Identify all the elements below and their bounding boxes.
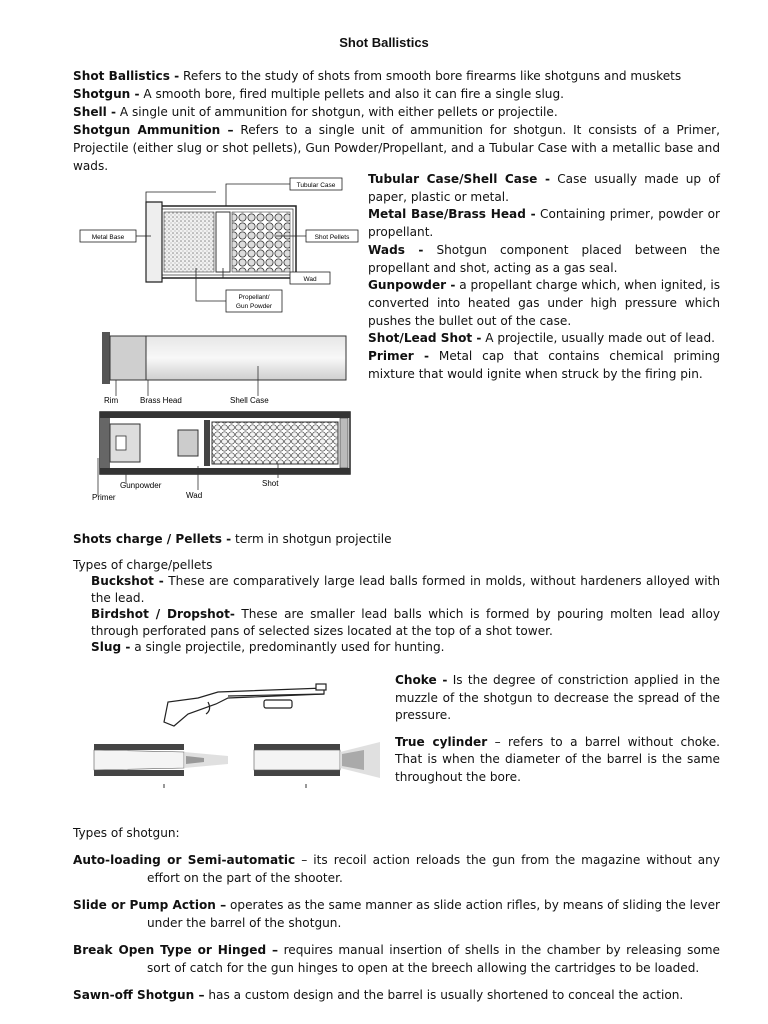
term: Buckshot - — [91, 574, 164, 588]
shotgun-type-semi-automatic — [73, 851, 720, 887]
definition-gunpowder — [368, 277, 720, 330]
term: Tubular Case/Shell Case - — [368, 172, 550, 186]
definition-text: has a custom design and the barrel is usually shortened to conceal the action. — [204, 988, 684, 1002]
label-wad: Wad — [303, 276, 317, 283]
term: Slide or Pump Action – — [73, 898, 227, 912]
definition-text: Containing primer, powder or propellant. — [368, 207, 720, 240]
metal-base-shape — [146, 202, 162, 282]
definition-text: Case usually made up of paper, plastic or metal. — [368, 172, 720, 204]
shotgun-drawing — [164, 684, 326, 726]
term: Shots charge / Pellets - — [73, 532, 232, 546]
label-shell-case: Shell Case — [230, 396, 269, 405]
definition-text: A smooth bore, fired multiple pellets and also it can fire a single slug. — [139, 87, 564, 101]
definition-metal-base — [368, 206, 720, 241]
term: True cylinder — [395, 734, 488, 749]
powder-shape — [164, 212, 214, 272]
choked-barrel-drawing — [94, 744, 228, 776]
definition-text: a propellant charge which, when ignited, is converted into heated gas under high pressure which pushes the bullet out of the case. — [368, 278, 720, 328]
shots-charge-definition — [73, 530, 720, 548]
label-rim: Rim — [104, 396, 119, 405]
definition-shot-ballistics — [73, 67, 720, 85]
label-gunpowder: Gunpowder — [120, 481, 162, 490]
label-tubular-case: Tubular Case — [296, 182, 336, 189]
page-title: Shot Ballistics — [339, 35, 429, 50]
definition-text: – its recoil action reloads the gun from the magazine without any effort on the part of the shooter. — [147, 853, 720, 885]
choke-diagram-figure — [88, 672, 382, 794]
definition-choke — [395, 672, 720, 725]
label-brass-head: Brass Head — [140, 396, 182, 405]
definition-text: A single unit of ammunition for shotgun, with either pellets or projectile. — [116, 105, 558, 119]
definition-text: operates as the same manner as slide action rifles, by means of sliding the lever under the barrel of the shotgun. — [147, 898, 720, 930]
wad-shape — [216, 212, 230, 272]
intro-definitions — [73, 67, 720, 175]
definition-text: term in shotgun projectile — [231, 532, 392, 546]
shotgun-type-pump-action — [73, 896, 720, 932]
shotgun-type-sawn-off — [73, 986, 720, 1004]
definition-text: A projectile, usually made out of lead. — [481, 331, 715, 346]
definition-lead-shot — [368, 330, 720, 348]
label-shot: Shot — [262, 479, 279, 488]
term: Shotgun Ammunition – — [73, 123, 234, 137]
charge-type-birdshot — [91, 606, 720, 639]
term: Slug - — [91, 640, 131, 655]
component-definitions — [368, 171, 720, 383]
term: Shot Ballistics - — [73, 69, 180, 83]
definition-text: These are comparatively large lead balls formed in molds, without hardeners alloyed with the lead. — [91, 574, 720, 605]
charge-type-slug — [91, 639, 720, 656]
definition-true-cylinder — [395, 734, 720, 787]
shotgun-type-break-open — [73, 941, 720, 977]
definition-text: Shotgun component placed between the propellant and shot, acting as a gas seal. — [368, 242, 720, 275]
term: Metal Base/Brass Head - — [368, 207, 536, 222]
term: Auto-loading or Semi-automatic — [73, 853, 296, 867]
choke-definitions — [395, 672, 720, 787]
definition-text: Refers to a single unit of ammunition for shotgun. It consists of a Primer, Projectile (either slug or shot pellets), Gun Powder/Propellant, and a Tubular Case with a metallic base and wads. — [73, 123, 720, 173]
definition-wads — [368, 242, 720, 277]
types-of-shotgun-heading: Types of shotgun: — [73, 826, 180, 840]
definition-text: Is the degree of constriction applied in the muzzle of the shotgun to decrease the spread of the pressure. — [395, 673, 720, 723]
definition-text: requires manual insertion of shells in the chamber by releasing some sort of catch for the gun hinges to open at the breech allowing the cartridges to be loaded. — [147, 943, 720, 975]
types-of-charge-heading: Types of charge/pellets — [73, 558, 213, 572]
term: Birdshot / Dropshot- — [91, 607, 235, 622]
label-propellant-2: Gun Powder — [235, 303, 273, 310]
term: Shotgun - — [73, 87, 140, 101]
definition-shotgun-ammunition — [73, 121, 720, 175]
term: Choke - — [395, 673, 448, 687]
term: Shell - — [73, 105, 117, 119]
term: Gunpowder - — [368, 278, 456, 293]
label-propellant-1: Propellant/ — [238, 294, 270, 301]
term: Wads - — [368, 242, 424, 257]
definition-text: Refers to the study of shots from smooth bore firearms like shotguns and muskets — [179, 69, 682, 83]
charge-type-buckshot — [91, 573, 720, 606]
term: Shot/Lead Shot - — [368, 331, 482, 346]
definition-text: These are smaller lead balls which is formed by pouring molten lead alloy through perforated pans of selected sizes located at the top of a shot tower. — [91, 607, 720, 638]
term: Sawn-off Shotgun – — [73, 988, 205, 1002]
definition-text: – refers to a barrel without choke. That is when the diameter of the barrel is the same throughout the bore. — [395, 734, 721, 784]
shell-diagram-figure — [76, 168, 362, 318]
label-primer: Primer — [92, 493, 116, 502]
definition-primer — [368, 348, 720, 383]
term: Break Open Type or Hinged – — [73, 943, 279, 957]
pellets-shape — [232, 212, 290, 272]
label-wad: Wad — [186, 491, 203, 500]
definition-text: a single projectile, predominantly used for hunting. — [130, 640, 445, 655]
definition-text: Metal cap that contains chemical priming mixture that would ignite when struck by the firing pin. — [368, 349, 720, 381]
true-cylinder-barrel-drawing — [254, 742, 380, 778]
term: Primer - — [368, 349, 430, 364]
label-shot-pellets: Shot Pellets — [314, 234, 350, 241]
definition-shell — [73, 103, 720, 121]
shell-section-figure — [88, 326, 360, 508]
shotgun-types-list — [73, 851, 720, 1004]
definition-shotgun — [73, 85, 720, 103]
charge-types-list — [91, 573, 720, 656]
definition-tubular-case — [368, 171, 720, 206]
label-metal-base: Metal Base — [91, 234, 125, 241]
